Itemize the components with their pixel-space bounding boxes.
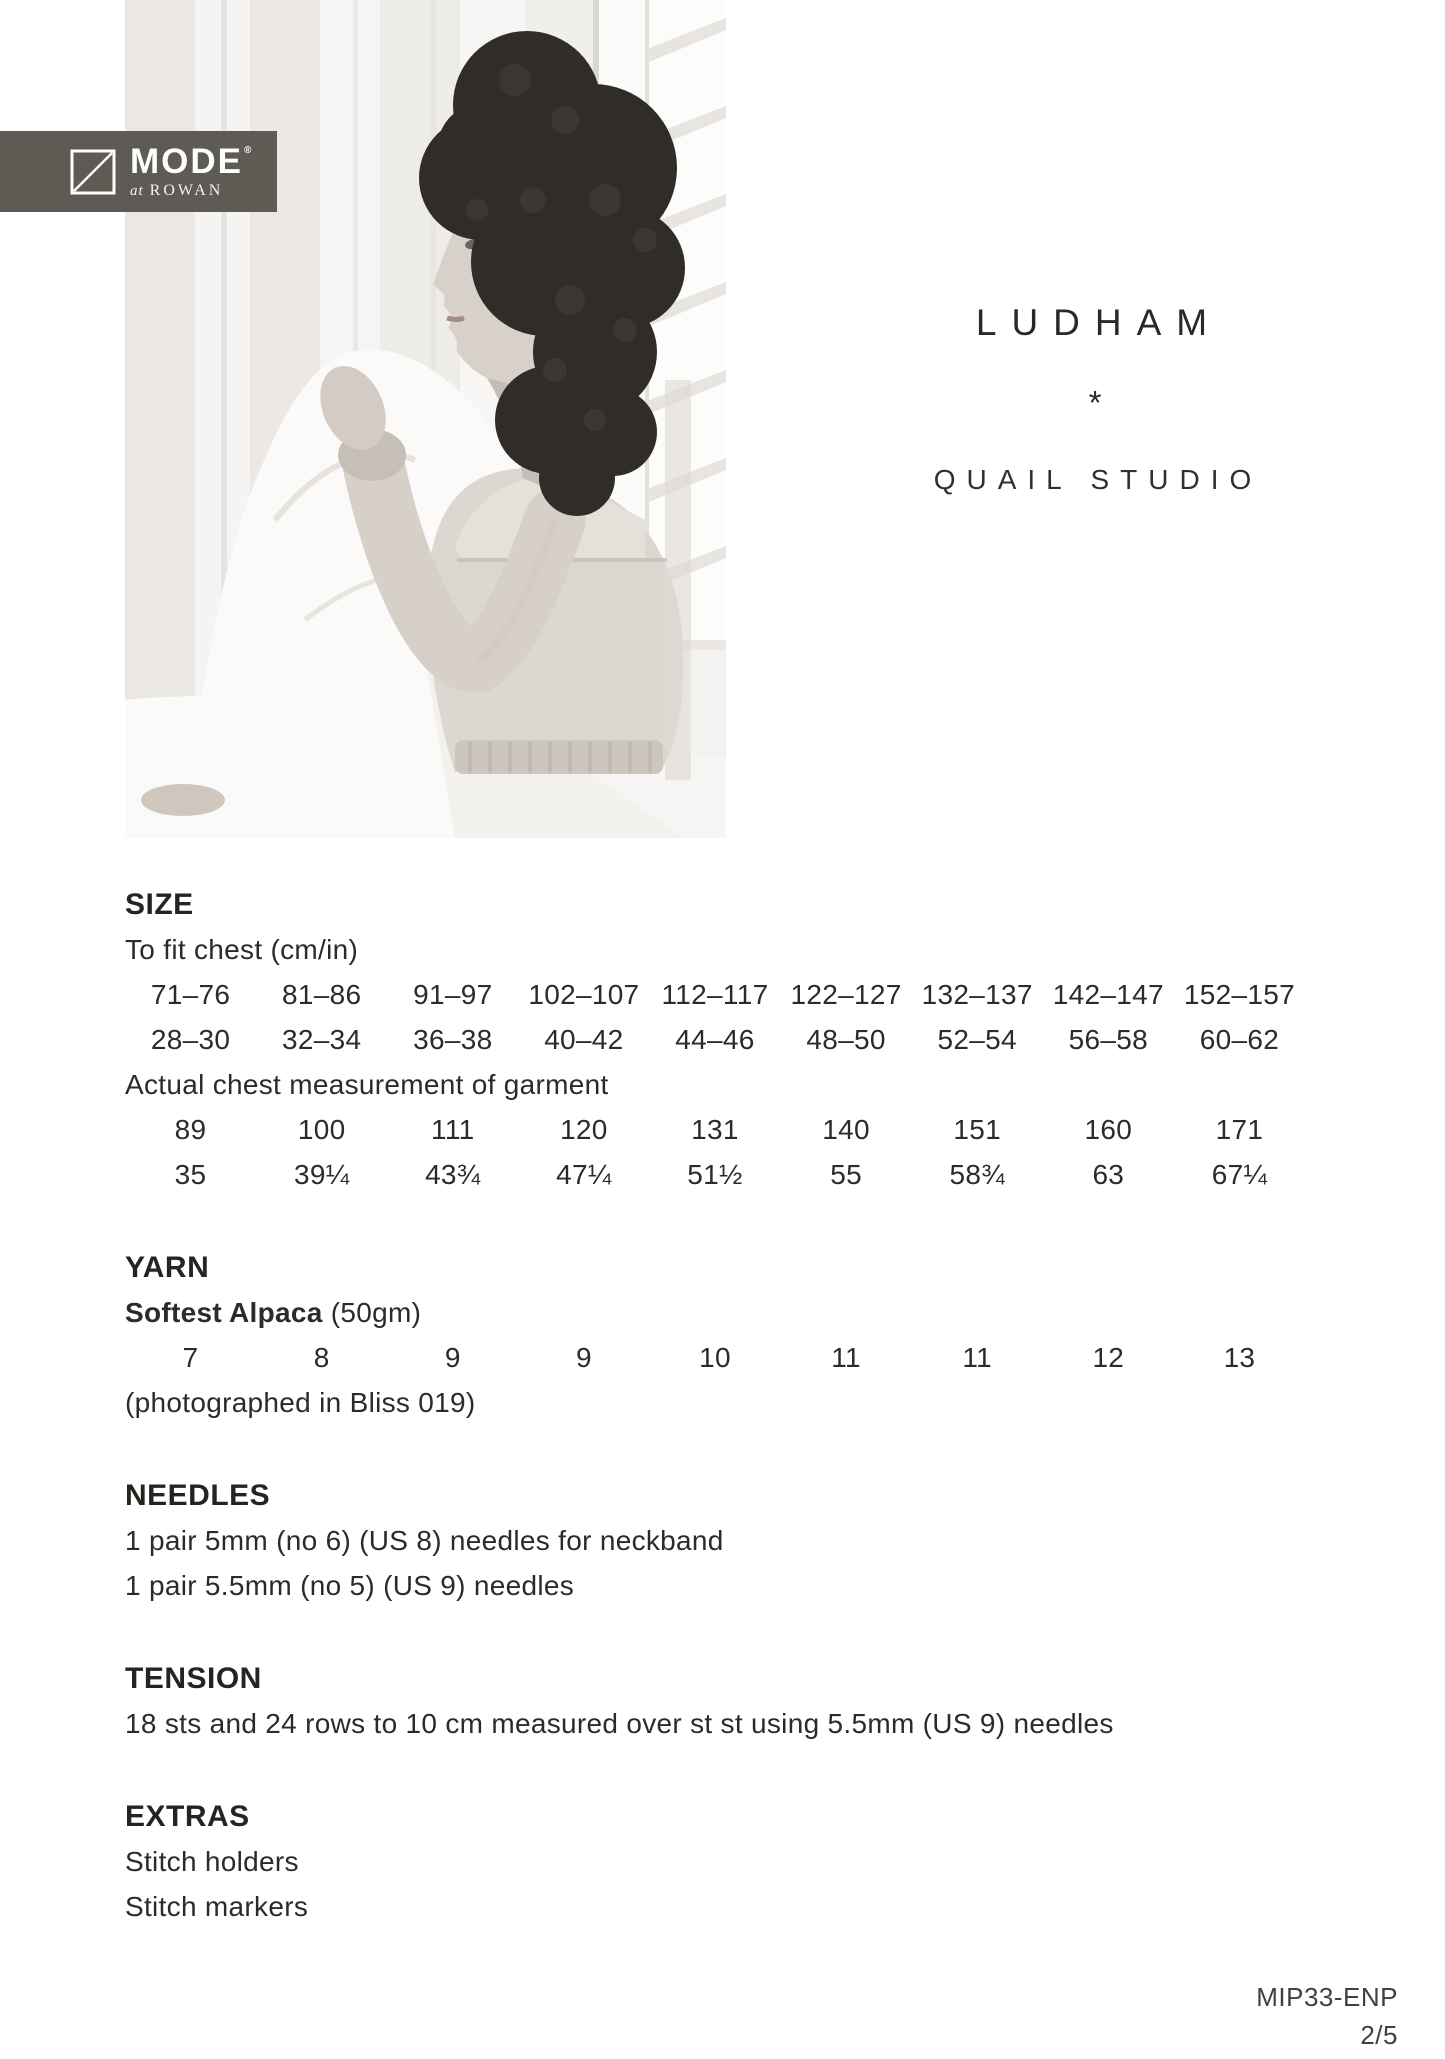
pattern-code: MIP33-ENP — [1256, 1982, 1398, 2012]
size-heading: SIZE — [125, 888, 194, 921]
size-actual-in-row — [125, 1152, 1305, 1197]
size-value: 58¾ — [949, 1159, 1005, 1190]
yarn-quantity: 8 — [313, 1342, 330, 1373]
tension-heading: TENSION — [125, 1662, 262, 1695]
size-value: 112–117 — [661, 979, 769, 1010]
size-value: 60–62 — [1199, 1024, 1280, 1055]
size-fit-label: To fit chest (cm/in) — [125, 934, 359, 965]
yarn-name-line — [125, 1290, 1305, 1335]
size-value: 122–127 — [790, 979, 902, 1010]
yarn-quantity: 9 — [444, 1342, 461, 1373]
size-value: 102–107 — [528, 979, 640, 1010]
size-value: 160 — [1084, 1114, 1133, 1145]
brand-name — [130, 144, 253, 179]
size-value: 142–147 — [1052, 979, 1164, 1010]
size-fit-cm-row — [125, 972, 1305, 1017]
size-value: 152–157 — [1183, 979, 1295, 1010]
size-value: 32–34 — [281, 1024, 362, 1055]
size-value: 47¼ — [556, 1159, 612, 1190]
size-value: 120 — [560, 1114, 608, 1145]
yarn-name: Softest Alpaca — [125, 1297, 323, 1328]
size-value: 44–46 — [675, 1024, 755, 1055]
size-value: 91–97 — [413, 979, 493, 1010]
size-value: 111 — [431, 1114, 475, 1145]
pattern-title: LUDHAM — [975, 302, 1223, 343]
size-actual-label: Actual chest measurement of garment — [125, 1069, 609, 1100]
size-value: 81–86 — [281, 979, 362, 1010]
yarn-quantities-row — [125, 1335, 1305, 1380]
size-value: 171 — [1215, 1114, 1264, 1145]
yarn-note: (photographed in Bliss 019) — [125, 1387, 476, 1418]
difficulty-star: * — [1088, 384, 1102, 421]
yarn-quantity: 7 — [182, 1342, 199, 1373]
extras-line: Stitch markers — [125, 1891, 309, 1922]
needles-line: 1 pair 5mm (no 6) (US 8) needles for neckband — [125, 1525, 724, 1556]
pattern-details — [125, 882, 1305, 1929]
size-value: 28–30 — [150, 1024, 231, 1055]
extras-heading: EXTRAS — [125, 1800, 250, 1833]
size-value: 132–137 — [921, 979, 1033, 1010]
yarn-quantity: 11 — [831, 1342, 861, 1373]
needles-line: 1 pair 5.5mm (no 5) (US 9) needles — [125, 1570, 575, 1601]
size-value: 63 — [1092, 1159, 1125, 1190]
designer-name: QUAIL STUDIO — [933, 464, 1263, 495]
tension-line: 18 sts and 24 rows to 10 cm measured over st st using 5.5mm (US 9) needles — [125, 1708, 1114, 1739]
size-value: 35 — [174, 1159, 207, 1190]
size-value: 52–54 — [937, 1024, 1017, 1055]
yarn-quantity: 12 — [1092, 1342, 1125, 1373]
yarn-quantity: 11 — [962, 1342, 993, 1373]
page-footer — [1256, 1978, 1398, 2054]
size-value: 56–58 — [1068, 1024, 1148, 1055]
yarn-put-up: (50gm) — [322, 1297, 422, 1328]
page-number: 2/5 — [1360, 2020, 1398, 2050]
mode-square-diagonal-icon — [70, 149, 116, 195]
size-value: 51½ — [687, 1159, 743, 1190]
size-value: 67¼ — [1211, 1159, 1268, 1190]
registered-mark: ® — [244, 145, 254, 156]
size-value: 55 — [830, 1159, 862, 1190]
size-value: 151 — [953, 1114, 1002, 1145]
size-value: 71–76 — [150, 979, 231, 1010]
size-value: 131 — [691, 1114, 739, 1145]
size-value: 140 — [822, 1114, 870, 1145]
hero-photo-illustration — [125, 0, 726, 838]
yarn-quantity: 10 — [699, 1342, 731, 1373]
yarn-heading: YARN — [125, 1251, 210, 1284]
size-value: 89 — [174, 1114, 207, 1145]
brand-badge-text — [130, 144, 253, 199]
size-value: 40–42 — [544, 1024, 624, 1055]
extras-line: Stitch holders — [125, 1846, 299, 1877]
yarn-quantity: 13 — [1223, 1342, 1256, 1373]
size-value: 39¼ — [293, 1159, 350, 1190]
size-value: 43¾ — [425, 1159, 481, 1190]
size-value: 100 — [297, 1114, 346, 1145]
brand-subtitle — [130, 183, 253, 199]
yarn-quantity: 9 — [575, 1342, 592, 1373]
size-actual-cm-row — [125, 1107, 1305, 1152]
brand-name-label: MODE — [130, 142, 243, 181]
needles-heading: NEEDLES — [125, 1479, 271, 1512]
brand-subtitle-label: ROWAN — [149, 182, 224, 199]
brand-subtitle-prefix: at — [130, 183, 144, 199]
size-value: 48–50 — [806, 1024, 886, 1055]
size-value: 36–38 — [413, 1024, 493, 1055]
pattern-header — [910, 302, 1280, 496]
hero-photo — [125, 0, 726, 838]
size-fit-in-row — [125, 1017, 1305, 1062]
brand-badge — [0, 131, 277, 212]
